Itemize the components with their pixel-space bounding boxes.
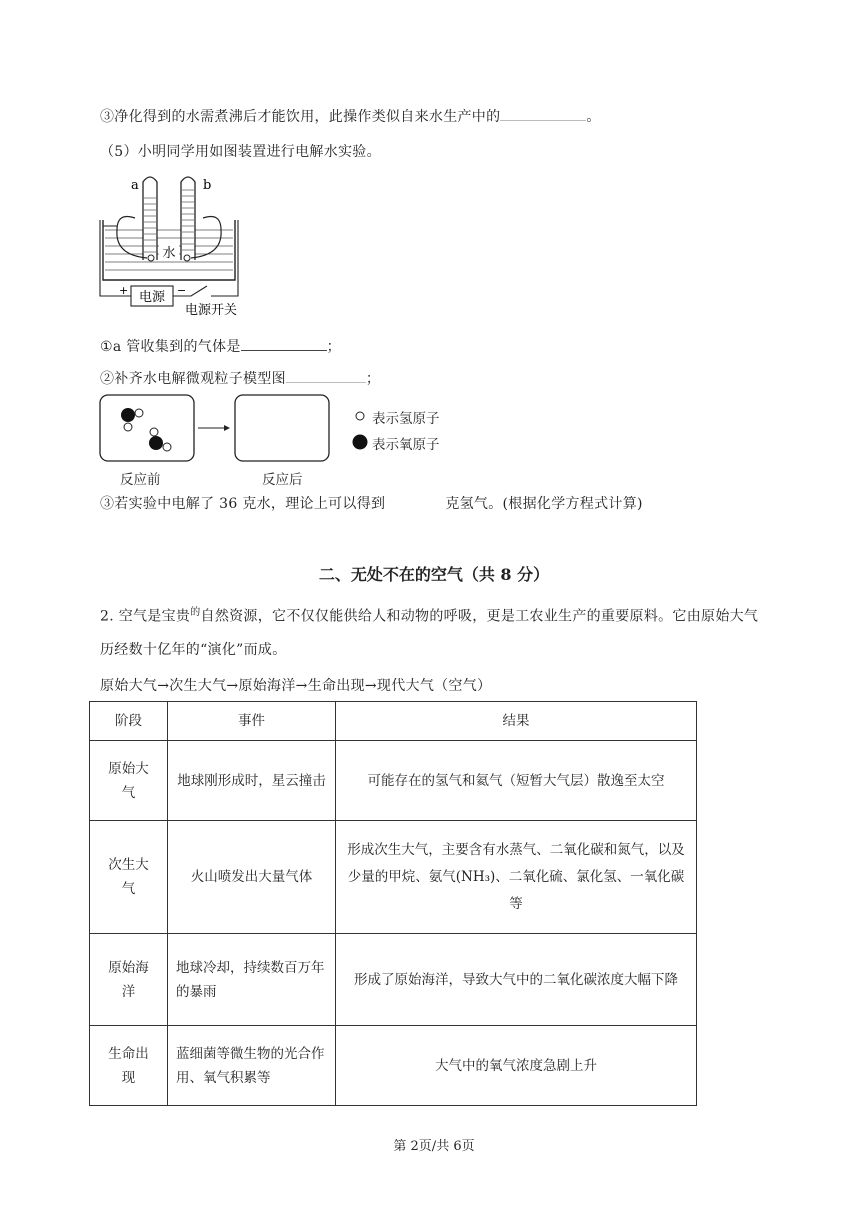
q3-line [100,106,601,126]
legend-oxygen-label: 表示氧原子 [372,437,440,453]
after-box[interactable] [235,395,329,461]
sub2-answer-blank[interactable] [286,368,366,383]
q3-text: ③净化得到的水需煮沸后才能饮用，此操作类似自来水生产中的 [100,109,501,125]
q2-text-post: 自然资源，它不仅仅能供给人和动物的呼吸，更是工农业生产的重要原料。它由原始大气 [200,608,759,625]
cell-event: 地球刚形成时，星云撞击 [168,741,336,821]
legend-hydrogen-icon [354,410,366,422]
minus-label: − [177,284,187,297]
before-label: 反应前 [120,472,161,488]
before-box [100,395,194,461]
header-stage: 阶段 [90,702,168,741]
atmosphere-evolution-table [89,701,697,1106]
sub1-end: ； [326,339,341,355]
legend-oxygen-icon [351,433,369,451]
cell-result: 形成了原始海洋，导致大气中的二氧化碳浓度大幅下降 [336,934,697,1026]
hydrogen-atom [124,423,132,431]
q5-line: （5）小明同学用如图装置进行电解水实验。 [100,144,381,160]
sub1-answer-blank[interactable] [241,336,327,351]
q3-answer-blank[interactable] [500,106,586,121]
evolution-chain: 原始大气→次生大气→原始海洋→生命出现→现代大气（空气） [100,678,492,694]
cell-result: 可能存在的氢气和氦气（短暂大气层）散逸至太空 [336,741,697,821]
water-label: 水 [162,246,176,261]
table-header-row [90,702,697,741]
sub1-line [100,336,341,356]
cell-result: 大气中的氧气浓度急剧上升 [336,1026,697,1106]
sub2-end: ； [365,371,381,387]
cell-stage: 次生大气 [90,821,168,934]
header-event: 事件 [168,702,336,741]
arrow-head-icon [224,425,230,431]
legend-hydrogen-label: 表示氢原子 [372,411,440,427]
table-row [90,741,697,821]
table-row [90,821,697,934]
table-row [90,934,697,1026]
electrolysis-apparatus [95,170,255,320]
cell-result: 形成次生大气，主要含有水蒸气、二氧化碳和氮气，以及少量的甲烷、氨气(NH₃)、二氧化硫、氯化氢、一氧化碳等 [336,821,697,934]
sub1-text: ①a 管收集到的气体是 [100,339,241,355]
cell-event: 蓝细菌等微生物的光合作用、氧气积累等 [168,1026,336,1106]
hydrogen-atom [135,409,143,417]
q2-line-2: 历经数十亿年的“演化”而成。 [100,642,287,658]
q3-end: 。 [586,109,601,125]
cell-event: 火山喷发出大量气体 [168,821,336,934]
section-title: 二、无处不在的空气（共 8 分） [318,565,550,584]
sub3-line [100,493,643,513]
plus-label: + [119,284,129,297]
sub2-line [100,368,380,388]
table-row [90,1026,697,1106]
page-footer: 第 2页/共 6页 [393,1139,475,1154]
sub2-text: ②补齐水电解微观粒子模型图 [100,371,286,387]
q2-line-1 [100,603,758,626]
after-label: 反应后 [262,472,303,488]
q2-text-sup: 的 [190,607,201,618]
hydrogen-atom [163,443,171,451]
sub3-text: ③若实验中电解了 36 克水，理论上可以得到 [100,496,386,512]
tube-a-label: a [131,178,139,193]
sub3-end: 克氢气。(根据化学方程式计算) [445,496,643,512]
cell-event: 地球冷却，持续数百万年的暴雨 [168,934,336,1026]
header-result: 结果 [336,702,697,741]
power-label: 电源 [138,290,166,305]
molecule-model-diagram [98,393,338,465]
q2-text-pre: 2. 空气是宝贵 [100,608,191,625]
sub3-answer-blank[interactable] [385,494,445,508]
cell-stage: 原始大气 [90,741,168,821]
tube-b-label: b [203,178,212,193]
cell-stage: 生命出现 [90,1026,168,1106]
hydrogen-atom [150,428,158,436]
cell-stage: 原始海洋 [90,934,168,1026]
oxygen-atom [149,436,163,450]
oxygen-atom [121,408,135,422]
switch-label: 电源开关 [185,303,238,318]
